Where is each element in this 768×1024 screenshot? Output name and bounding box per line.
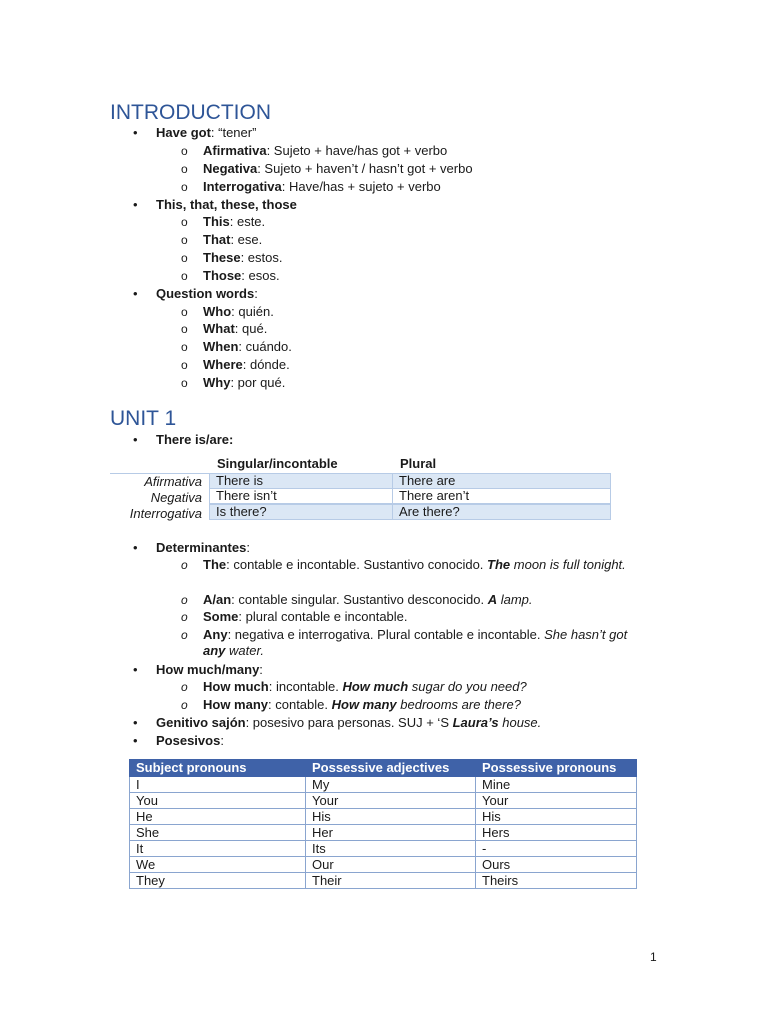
list-item-this: This: este. xyxy=(203,214,266,229)
bullet-icon: • xyxy=(133,733,138,748)
table-cell: There isn’t xyxy=(209,488,393,504)
sub-bullet-icon: o xyxy=(181,144,188,158)
list-item-interrogativa: Interrogativa: Have/has + sujeto + verbo xyxy=(203,179,441,194)
column-header: Possessive pronouns xyxy=(476,760,637,777)
table-row xyxy=(130,793,637,809)
list-item-genitivo: Genitivo sajón: posesivo para personas. SUJ + ‘S Laura’s house. xyxy=(156,715,542,730)
list-item-the: The: contable e incontable. Sustantivo conocido. The moon is full tonight. xyxy=(203,557,626,572)
sub-bullet-icon: o xyxy=(181,593,188,607)
list-item-a-an: A/an: contable singular. Sustantivo desconocido. A lamp. xyxy=(203,592,533,607)
sub-bullet-icon: o xyxy=(181,558,188,572)
sub-bullet-icon: o xyxy=(181,305,188,319)
column-header: Subject pronouns xyxy=(130,760,306,777)
table-cell: Its xyxy=(306,841,476,857)
list-item-who: Who: quién. xyxy=(203,304,274,319)
table-cell: Her xyxy=(306,825,476,841)
table-cell: Their xyxy=(306,873,476,889)
table-cell: There are xyxy=(392,473,611,489)
sub-bullet-icon: o xyxy=(181,698,188,712)
sub-bullet-icon: o xyxy=(181,233,188,247)
list-item-these: These: estos. xyxy=(203,250,283,265)
table-cell: I xyxy=(130,777,306,793)
bullet-icon: • xyxy=(133,286,138,301)
table-cell: You xyxy=(130,793,306,809)
page-number: 1 xyxy=(650,950,657,964)
possessives-table xyxy=(129,759,637,889)
table-cell: Is there? xyxy=(209,504,393,520)
bullet-icon: • xyxy=(133,715,138,730)
table-row xyxy=(130,777,637,793)
sub-bullet-icon: o xyxy=(181,322,188,336)
table-header-row xyxy=(130,760,637,777)
bullet-icon: • xyxy=(133,540,138,555)
table-cell: Theirs xyxy=(476,873,637,889)
table-cell: There is xyxy=(209,473,393,489)
table-cell: His xyxy=(476,809,637,825)
table-cell: Your xyxy=(306,793,476,809)
column-header-singular: Singular/incontable xyxy=(217,456,338,471)
sub-bullet-icon: o xyxy=(181,628,188,642)
table-cell: My xyxy=(306,777,476,793)
column-header-plural: Plural xyxy=(400,456,437,471)
sub-bullet-icon: o xyxy=(181,610,188,624)
list-item-have-got: Have got: “tener” xyxy=(156,125,257,140)
list-item-when: When: cuándo. xyxy=(203,339,292,354)
bullet-icon: • xyxy=(133,662,138,677)
table-cell: His xyxy=(306,809,476,825)
table-cell: - xyxy=(476,841,637,857)
table-cell: They xyxy=(130,873,306,889)
table-cell: Ours xyxy=(476,857,637,873)
table-cell: There aren’t xyxy=(392,488,611,504)
list-item-what: What: qué. xyxy=(203,321,268,336)
table-row xyxy=(130,841,637,857)
bullet-icon: • xyxy=(133,125,138,140)
table-row xyxy=(130,857,637,873)
table-cell: Your xyxy=(476,793,637,809)
table-cell: Are there? xyxy=(392,504,611,520)
heading-unit-1: UNIT 1 xyxy=(110,407,177,430)
list-item-afirmativa: Afirmativa: Sujeto + have/has got + verbo xyxy=(203,143,448,158)
sub-bullet-icon: o xyxy=(181,269,188,283)
table-row xyxy=(130,825,637,841)
list-item-posesivos: Posesivos: xyxy=(156,733,224,748)
list-item-demonstratives: This, that, these, those xyxy=(156,197,297,212)
sub-bullet-icon: o xyxy=(181,680,188,694)
list-item-how-much-many: How much/many: xyxy=(156,662,263,677)
table-cell: He xyxy=(130,809,306,825)
heading-introduction: INTRODUCTION xyxy=(110,101,271,124)
sub-bullet-icon: o xyxy=(181,376,188,390)
list-item-determinantes: Determinantes: xyxy=(156,540,250,555)
sub-bullet-icon: o xyxy=(181,215,188,229)
sub-bullet-icon: o xyxy=(181,162,188,176)
table-cell: We xyxy=(130,857,306,873)
list-item-those: Those: esos. xyxy=(203,268,280,283)
sub-bullet-icon: o xyxy=(181,180,188,194)
list-item-there-is-are: There is/are: xyxy=(156,432,234,447)
column-header: Possessive adjectives xyxy=(306,760,476,777)
list-item-negativa: Negativa: Sujeto + haven’t / hasn’t got + verbo xyxy=(203,161,473,176)
list-item-why: Why: por qué. xyxy=(203,375,286,390)
list-item-some: Some: plural contable e incontable. xyxy=(203,609,408,624)
bullet-icon: • xyxy=(133,432,138,447)
row-label-afirmativa: Afirmativa xyxy=(144,474,202,489)
table-cell: Our xyxy=(306,857,476,873)
list-item-how-much: How much: incontable. How much sugar do you need? xyxy=(203,679,527,694)
table-row xyxy=(130,809,637,825)
table-cell: She xyxy=(130,825,306,841)
sub-bullet-icon: o xyxy=(181,358,188,372)
list-item-question-words: Question words: xyxy=(156,286,258,301)
row-label-interrogativa: Interrogativa xyxy=(129,506,202,521)
list-item-how-many: How many: contable. How many bedrooms are there? xyxy=(203,697,521,712)
sub-bullet-icon: o xyxy=(181,340,188,354)
table-cell: Mine xyxy=(476,777,637,793)
list-item-any: Any: negativa e interrogativa. Plural contable e incontable. She hasn’t got any water. xyxy=(203,627,628,658)
list-item-that: That: ese. xyxy=(203,232,263,247)
table-row xyxy=(130,873,637,889)
list-item-where: Where: dónde. xyxy=(203,357,290,372)
row-label-negativa: Negativa xyxy=(150,490,202,505)
bullet-icon: • xyxy=(133,197,138,212)
table-cell: It xyxy=(130,841,306,857)
sub-bullet-icon: o xyxy=(181,251,188,265)
table-cell: Hers xyxy=(476,825,637,841)
